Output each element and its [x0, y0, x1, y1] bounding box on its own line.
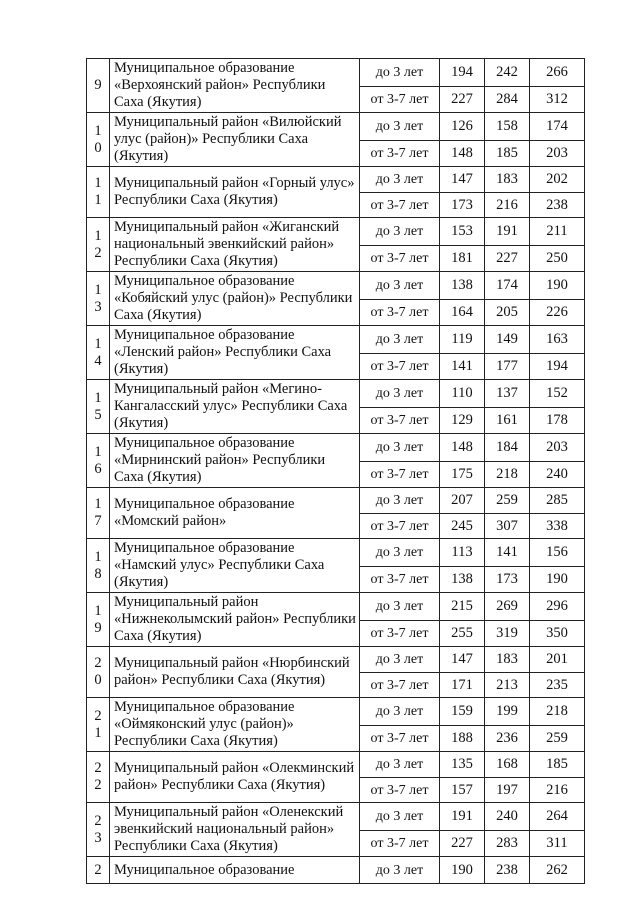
table-row — [87, 488, 585, 514]
row-number-cell — [87, 272, 110, 326]
value-cell: 312 — [530, 86, 585, 112]
municipality-name: Муниципальный район «Нижнеколымский район» Республики Саха (Якутия) — [110, 593, 360, 647]
municipality-name: Муниципальный район «Жиганский национальный эвенкийский район» Республики Саха (Якутия) — [110, 218, 360, 272]
row-number: 15 — [94, 389, 102, 423]
value-cell: 153 — [440, 218, 485, 246]
value-cell: 296 — [530, 593, 585, 621]
value-cell: 227 — [485, 245, 530, 271]
row-number-cell — [87, 857, 110, 884]
age-group-under-3: до 3 лет — [360, 803, 440, 831]
value-cell: 194 — [530, 353, 585, 379]
table-row — [87, 272, 585, 300]
value-cell: 159 — [440, 698, 485, 726]
age-group-3-7: от 3-7 лет — [360, 193, 440, 218]
age-group-3-7: от 3-7 лет — [360, 140, 440, 166]
municipality-name: Муниципальный район «Мегино-Кангаласский улус» Республики Саха (Якутия) — [110, 380, 360, 434]
value-cell: 141 — [440, 353, 485, 379]
table-row — [87, 803, 585, 831]
value-cell: 201 — [530, 647, 585, 673]
value-cell: 238 — [530, 193, 585, 218]
value-cell: 152 — [530, 380, 585, 408]
value-cell: 174 — [485, 272, 530, 300]
age-group-under-3: до 3 лет — [360, 539, 440, 567]
value-cell: 211 — [530, 218, 585, 246]
age-group-3-7: от 3-7 лет — [360, 353, 440, 379]
value-cell: 185 — [485, 140, 530, 166]
value-cell: 215 — [440, 593, 485, 621]
value-cell: 148 — [440, 140, 485, 166]
value-cell: 177 — [485, 353, 530, 379]
age-group-3-7: от 3-7 лет — [360, 245, 440, 271]
row-number-cell — [87, 218, 110, 272]
value-cell: 202 — [530, 167, 585, 193]
table-row — [87, 752, 585, 778]
table-row — [87, 857, 585, 884]
value-cell: 236 — [485, 725, 530, 751]
value-cell: 135 — [440, 752, 485, 778]
value-cell: 240 — [530, 461, 585, 487]
value-cell: 284 — [485, 86, 530, 112]
row-number-cell — [87, 59, 110, 113]
age-group-under-3: до 3 лет — [360, 857, 440, 884]
value-cell: 129 — [440, 407, 485, 433]
value-cell: 173 — [485, 566, 530, 592]
value-cell: 110 — [440, 380, 485, 408]
value-cell: 164 — [440, 299, 485, 325]
row-number-cell — [87, 539, 110, 593]
value-cell: 262 — [530, 857, 585, 884]
value-cell: 259 — [485, 488, 530, 514]
municipality-name: Муниципальное образование — [110, 857, 360, 884]
value-cell: 350 — [530, 620, 585, 646]
value-cell: 171 — [440, 673, 485, 698]
value-cell: 138 — [440, 566, 485, 592]
row-number: 18 — [94, 548, 102, 582]
row-number: 14 — [94, 335, 102, 369]
row-number-cell — [87, 593, 110, 647]
value-cell: 218 — [485, 461, 530, 487]
tariff-table — [86, 58, 585, 884]
value-cell: 226 — [530, 299, 585, 325]
value-cell: 259 — [530, 725, 585, 751]
row-number: 19 — [94, 602, 102, 636]
municipality-name: Муниципальное образование «Момский район» — [110, 488, 360, 539]
value-cell: 242 — [485, 59, 530, 87]
age-group-under-3: до 3 лет — [360, 218, 440, 246]
row-number: 22 — [94, 760, 102, 793]
value-cell: 269 — [485, 593, 530, 621]
row-number-cell — [87, 803, 110, 857]
row-number: 17 — [94, 496, 102, 529]
row-number: 20 — [94, 655, 102, 688]
value-cell: 218 — [530, 698, 585, 726]
age-group-under-3: до 3 лет — [360, 113, 440, 141]
age-group-3-7: от 3-7 лет — [360, 407, 440, 433]
age-group-under-3: до 3 лет — [360, 488, 440, 514]
row-number: 21 — [94, 707, 102, 741]
value-cell: 178 — [530, 407, 585, 433]
age-group-under-3: до 3 лет — [360, 752, 440, 778]
municipality-name: Муниципальный район «Вилюйский улус (район)» Республики Саха (Якутия) — [110, 113, 360, 167]
municipality-name: Муниципальный район «Горный улус» Республики Саха (Якутия) — [110, 167, 360, 218]
value-cell: 137 — [485, 380, 530, 408]
table-row — [87, 113, 585, 141]
value-cell: 184 — [485, 434, 530, 462]
value-cell: 203 — [530, 140, 585, 166]
value-cell: 149 — [485, 326, 530, 354]
age-group-3-7: от 3-7 лет — [360, 461, 440, 487]
value-cell: 283 — [485, 830, 530, 856]
municipality-name: Муниципальный район «Олекминский район» Республики Саха (Якутия) — [110, 752, 360, 803]
value-cell: 191 — [440, 803, 485, 831]
table-row — [87, 380, 585, 408]
age-group-under-3: до 3 лет — [360, 272, 440, 300]
value-cell: 138 — [440, 272, 485, 300]
value-cell: 148 — [440, 434, 485, 462]
value-cell: 264 — [530, 803, 585, 831]
row-number: 10 — [94, 122, 102, 156]
age-group-under-3: до 3 лет — [360, 647, 440, 673]
value-cell: 191 — [485, 218, 530, 246]
age-group-under-3: до 3 лет — [360, 593, 440, 621]
table-row — [87, 593, 585, 621]
value-cell: 181 — [440, 245, 485, 271]
value-cell: 227 — [440, 830, 485, 856]
table-row — [87, 59, 585, 87]
value-cell: 250 — [530, 245, 585, 271]
municipality-name: Муниципальное образование «Оймяконский улус (район)» Республики Саха (Якутия) — [110, 698, 360, 752]
table-row — [87, 647, 585, 673]
value-cell: 213 — [485, 673, 530, 698]
row-number: 12 — [94, 227, 102, 261]
value-cell: 190 — [530, 566, 585, 592]
value-cell: 168 — [485, 752, 530, 778]
table-row — [87, 167, 585, 193]
value-cell: 227 — [440, 86, 485, 112]
value-cell: 266 — [530, 59, 585, 87]
value-cell: 245 — [440, 514, 485, 539]
age-group-3-7: от 3-7 лет — [360, 86, 440, 112]
municipality-name: Муниципальный район «Оленекский эвенкийский национальный район» Республики Саха (Якутия) — [110, 803, 360, 857]
value-cell: 119 — [440, 326, 485, 354]
row-number-cell — [87, 167, 110, 218]
value-cell: 190 — [530, 272, 585, 300]
table-row — [87, 218, 585, 246]
row-number-cell — [87, 698, 110, 752]
age-group-under-3: до 3 лет — [360, 380, 440, 408]
age-group-under-3: до 3 лет — [360, 434, 440, 462]
municipality-name: Муниципальное образование «Ленский район» Республики Саха (Якутия) — [110, 326, 360, 380]
row-number: 11 — [94, 175, 102, 208]
row-number-cell — [87, 113, 110, 167]
value-cell: 285 — [530, 488, 585, 514]
value-cell: 147 — [440, 647, 485, 673]
age-group-under-3: до 3 лет — [360, 59, 440, 87]
age-group-under-3: до 3 лет — [360, 167, 440, 193]
municipality-name: Муниципальное образование «Мирнинский район» Республики Саха (Якутия) — [110, 434, 360, 488]
age-group-under-3: до 3 лет — [360, 698, 440, 726]
table-row — [87, 539, 585, 567]
row-number: 13 — [94, 281, 102, 315]
value-cell: 319 — [485, 620, 530, 646]
age-group-3-7: от 3-7 лет — [360, 566, 440, 592]
municipality-name: Муниципальный район «Нюрбинский район» Республики Саха (Якутия) — [110, 647, 360, 698]
value-cell: 126 — [440, 113, 485, 141]
row-number-cell — [87, 434, 110, 488]
age-group-3-7: от 3-7 лет — [360, 830, 440, 856]
value-cell: 183 — [485, 647, 530, 673]
value-cell: 185 — [530, 752, 585, 778]
municipality-name: Муниципальное образование «Намский улус» Республики Саха (Якутия) — [110, 539, 360, 593]
value-cell: 203 — [530, 434, 585, 462]
row-number-cell — [87, 752, 110, 803]
value-cell: 190 — [440, 857, 485, 884]
table-row — [87, 326, 585, 354]
row-number-cell — [87, 647, 110, 698]
row-number-cell — [87, 380, 110, 434]
municipality-name: Муниципальное образование «Верхоянский район» Республики Саха (Якутия) — [110, 59, 360, 113]
value-cell: 147 — [440, 167, 485, 193]
value-cell: 163 — [530, 326, 585, 354]
value-cell: 113 — [440, 539, 485, 567]
age-group-3-7: от 3-7 лет — [360, 299, 440, 325]
table-body — [87, 59, 585, 884]
value-cell: 197 — [485, 778, 530, 803]
value-cell: 188 — [440, 725, 485, 751]
value-cell: 161 — [485, 407, 530, 433]
value-cell: 240 — [485, 803, 530, 831]
row-number: 23 — [94, 812, 102, 846]
value-cell: 141 — [485, 539, 530, 567]
value-cell: 311 — [530, 830, 585, 856]
row-number: 2 — [94, 861, 102, 878]
row-number: 16 — [94, 443, 102, 477]
value-cell: 238 — [485, 857, 530, 884]
table-row — [87, 434, 585, 462]
age-group-3-7: от 3-7 лет — [360, 673, 440, 698]
value-cell: 205 — [485, 299, 530, 325]
value-cell: 194 — [440, 59, 485, 87]
value-cell: 255 — [440, 620, 485, 646]
value-cell: 216 — [485, 193, 530, 218]
value-cell: 338 — [530, 514, 585, 539]
value-cell: 158 — [485, 113, 530, 141]
value-cell: 235 — [530, 673, 585, 698]
row-number-cell — [87, 488, 110, 539]
value-cell: 307 — [485, 514, 530, 539]
value-cell: 175 — [440, 461, 485, 487]
value-cell: 207 — [440, 488, 485, 514]
age-group-3-7: от 3-7 лет — [360, 778, 440, 803]
value-cell: 157 — [440, 778, 485, 803]
value-cell: 174 — [530, 113, 585, 141]
value-cell: 199 — [485, 698, 530, 726]
age-group-under-3: до 3 лет — [360, 326, 440, 354]
table-row — [87, 698, 585, 726]
row-number-cell — [87, 326, 110, 380]
age-group-3-7: от 3-7 лет — [360, 620, 440, 646]
value-cell: 183 — [485, 167, 530, 193]
value-cell: 156 — [530, 539, 585, 567]
value-cell: 216 — [530, 778, 585, 803]
age-group-3-7: от 3-7 лет — [360, 725, 440, 751]
row-number: 9 — [94, 77, 102, 93]
value-cell: 173 — [440, 193, 485, 218]
age-group-3-7: от 3-7 лет — [360, 514, 440, 539]
municipality-name: Муниципальное образование «Кобяйский улус (район)» Республики Саха (Якутия) — [110, 272, 360, 326]
